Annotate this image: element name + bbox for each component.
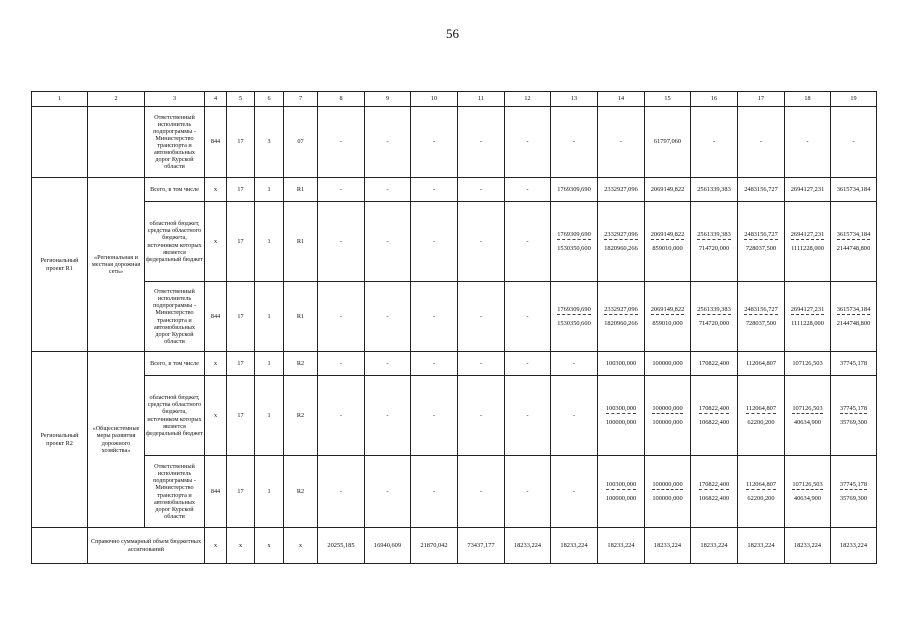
federal-value: 1530350,600 bbox=[557, 245, 591, 252]
responsible-executor-cell: Ответственный исполнитель подпрограммы - Министерство транспорта и автомобильных дорог Курской области bbox=[145, 282, 205, 352]
federal-value: 714720,000 bbox=[698, 245, 730, 252]
federal-value: 859010,000 bbox=[652, 245, 683, 252]
total-value: 37745,178 bbox=[840, 481, 867, 490]
cell: - bbox=[505, 107, 551, 178]
project-code-cell: Региональный проект R2 bbox=[32, 352, 88, 528]
split-cell bbox=[738, 202, 785, 282]
cell: - bbox=[505, 352, 551, 376]
cell: 17 bbox=[227, 107, 255, 178]
cell: x bbox=[284, 528, 318, 564]
total-value: 37745,178 bbox=[840, 405, 867, 414]
cell: 844 bbox=[205, 456, 227, 528]
cell: - bbox=[738, 107, 785, 178]
cell: 2069149,822 bbox=[645, 178, 691, 202]
cell: - bbox=[365, 282, 411, 352]
budget-table bbox=[31, 91, 877, 564]
cell: 18233,224 bbox=[691, 528, 738, 564]
header-cell: 8 bbox=[318, 92, 365, 107]
cell: 20255,185 bbox=[318, 528, 365, 564]
total-value: 100000,000 bbox=[652, 405, 682, 414]
cell: 18233,224 bbox=[738, 528, 785, 564]
federal-value: 40634,900 bbox=[793, 495, 822, 502]
cell: 07 bbox=[284, 107, 318, 178]
cell: 1 bbox=[255, 456, 284, 528]
header-cell: 1 bbox=[32, 92, 88, 107]
cell: - bbox=[318, 178, 365, 202]
federal-value: 728037,500 bbox=[745, 320, 777, 327]
cell: 2332927,096 bbox=[598, 178, 645, 202]
federal-value: 714720,000 bbox=[698, 320, 730, 327]
responsible-executor-cell: Ответственный исполнитель подпрограммы - Министерство транспорта и автомобильных дорог Курской области bbox=[145, 107, 205, 178]
cell: 1 bbox=[255, 376, 284, 456]
header-cell: 13 bbox=[551, 92, 598, 107]
cell: - bbox=[691, 107, 738, 178]
federal-value: 728037,500 bbox=[745, 245, 777, 252]
page-number: 56 bbox=[446, 26, 459, 41]
cell: 73437,177 bbox=[458, 528, 505, 564]
cell: - bbox=[411, 352, 458, 376]
table-row bbox=[32, 202, 877, 282]
cell: - bbox=[551, 107, 598, 178]
split-cell bbox=[738, 376, 785, 456]
federal-value: 1530350,600 bbox=[557, 320, 591, 327]
cell: - bbox=[458, 282, 505, 352]
cell: - bbox=[318, 352, 365, 376]
cell: 844 bbox=[205, 107, 227, 178]
total-value: 3615734,184 bbox=[837, 231, 871, 240]
project-name-cell: «Общесистемные меры развития дорожного хозяйства» bbox=[88, 352, 145, 528]
total-value: 2694127,231 bbox=[791, 306, 825, 315]
cell: - bbox=[318, 282, 365, 352]
federal-value: 35769,300 bbox=[839, 419, 868, 426]
cell: - bbox=[318, 107, 365, 178]
federal-value: 2144748,800 bbox=[836, 245, 871, 252]
cell: 18233,224 bbox=[505, 528, 551, 564]
total-value: 1769309,690 bbox=[557, 306, 591, 315]
cell: - bbox=[505, 376, 551, 456]
cell: R2 bbox=[284, 376, 318, 456]
header-cell: 10 bbox=[411, 92, 458, 107]
federal-value: 100000,000 bbox=[605, 419, 637, 426]
cell: 2561339,383 bbox=[691, 178, 738, 202]
cell: x bbox=[205, 352, 227, 376]
cell: - bbox=[365, 178, 411, 202]
cell: - bbox=[365, 456, 411, 528]
federal-value: 1111228,000 bbox=[791, 320, 824, 327]
cell: 17 bbox=[227, 376, 255, 456]
split-cell bbox=[785, 282, 831, 352]
cell: - bbox=[458, 456, 505, 528]
split-cell bbox=[598, 282, 645, 352]
cell: 18233,224 bbox=[785, 528, 831, 564]
cell: 18233,224 bbox=[598, 528, 645, 564]
cell: R2 bbox=[284, 456, 318, 528]
cell: - bbox=[551, 376, 598, 456]
split-cell bbox=[645, 376, 691, 456]
split-cell bbox=[831, 456, 877, 528]
split-cell bbox=[831, 282, 877, 352]
header-cell: 4 bbox=[205, 92, 227, 107]
header-cell: 5 bbox=[227, 92, 255, 107]
table-header-row bbox=[32, 92, 877, 107]
total-value: 107126,503 bbox=[792, 481, 822, 490]
cell: - bbox=[411, 456, 458, 528]
federal-value: 100000,000 bbox=[605, 495, 637, 502]
header-cell: 3 bbox=[145, 92, 205, 107]
cell: 844 bbox=[205, 282, 227, 352]
cell: - bbox=[505, 456, 551, 528]
cell: 18233,224 bbox=[645, 528, 691, 564]
cell: 37745,178 bbox=[831, 352, 877, 376]
header-cell: 7 bbox=[284, 92, 318, 107]
cell: - bbox=[458, 376, 505, 456]
table-row bbox=[32, 282, 877, 352]
cell: - bbox=[318, 202, 365, 282]
split-cell bbox=[645, 282, 691, 352]
cell: 17 bbox=[227, 456, 255, 528]
split-cell bbox=[598, 456, 645, 528]
cell-empty bbox=[32, 107, 88, 178]
split-cell bbox=[551, 282, 598, 352]
header-cell: 16 bbox=[691, 92, 738, 107]
cell: 3615734,184 bbox=[831, 178, 877, 202]
split-cell bbox=[785, 456, 831, 528]
cell: 18233,224 bbox=[831, 528, 877, 564]
split-cell bbox=[551, 202, 598, 282]
split-cell bbox=[691, 376, 738, 456]
funding-source-cell: Всего, в том числе bbox=[145, 352, 205, 376]
total-value: 107126,503 bbox=[792, 405, 822, 414]
cell: 17 bbox=[227, 202, 255, 282]
header-cell: 2 bbox=[88, 92, 145, 107]
header-cell: 12 bbox=[505, 92, 551, 107]
total-value: 2332927,096 bbox=[604, 306, 638, 315]
cell: R1 bbox=[284, 282, 318, 352]
cell: 100300,000 bbox=[598, 352, 645, 376]
header-cell: 9 bbox=[365, 92, 411, 107]
total-value: 2332927,096 bbox=[604, 231, 638, 240]
cell: 21870,042 bbox=[411, 528, 458, 564]
total-value: 170822,400 bbox=[699, 405, 729, 414]
total-value: 100300,000 bbox=[606, 481, 636, 490]
split-cell bbox=[691, 282, 738, 352]
cell: - bbox=[598, 107, 645, 178]
cell: x bbox=[255, 528, 284, 564]
reference-label-cell: Справочно суммарный объем бюджетных ассигнований bbox=[88, 528, 205, 564]
total-value: 170822,400 bbox=[699, 481, 729, 490]
cell-empty bbox=[32, 528, 88, 564]
cell: - bbox=[318, 376, 365, 456]
table-row bbox=[32, 456, 877, 528]
cell: - bbox=[505, 282, 551, 352]
federal-value: 2144748,800 bbox=[836, 320, 871, 327]
cell: 1769309,690 bbox=[551, 178, 598, 202]
split-cell bbox=[831, 376, 877, 456]
cell: 61797,060 bbox=[645, 107, 691, 178]
cell: - bbox=[458, 178, 505, 202]
federal-value: 35769,300 bbox=[839, 495, 868, 502]
header-cell: 18 bbox=[785, 92, 831, 107]
split-cell bbox=[738, 282, 785, 352]
cell: 112064,807 bbox=[738, 352, 785, 376]
cell: x bbox=[205, 376, 227, 456]
table-row bbox=[32, 178, 877, 202]
cell: - bbox=[785, 107, 831, 178]
cell: 3 bbox=[255, 107, 284, 178]
cell: - bbox=[411, 202, 458, 282]
cell: - bbox=[551, 352, 598, 376]
split-cell bbox=[738, 456, 785, 528]
total-value: 2561339,383 bbox=[697, 306, 731, 315]
split-cell bbox=[831, 202, 877, 282]
cell: - bbox=[458, 107, 505, 178]
split-cell bbox=[598, 376, 645, 456]
cell: - bbox=[365, 376, 411, 456]
table-row bbox=[32, 107, 877, 178]
federal-value: 106822,400 bbox=[698, 495, 730, 502]
header-cell: 11 bbox=[458, 92, 505, 107]
total-value: 2561339,383 bbox=[697, 231, 731, 240]
total-value: 2069149,822 bbox=[651, 306, 685, 315]
cell: - bbox=[505, 178, 551, 202]
cell: - bbox=[505, 202, 551, 282]
total-value: 100000,000 bbox=[652, 481, 682, 490]
cell: - bbox=[318, 456, 365, 528]
federal-value: 1111228,000 bbox=[791, 245, 824, 252]
cell: 100000,000 bbox=[645, 352, 691, 376]
federal-value: 40634,900 bbox=[793, 419, 822, 426]
cell: x bbox=[205, 178, 227, 202]
cell: - bbox=[411, 107, 458, 178]
split-cell bbox=[691, 202, 738, 282]
split-cell bbox=[598, 202, 645, 282]
cell: R1 bbox=[284, 178, 318, 202]
cell: x bbox=[227, 528, 255, 564]
cell: 1 bbox=[255, 178, 284, 202]
split-cell bbox=[645, 202, 691, 282]
federal-value: 106822,400 bbox=[698, 419, 730, 426]
cell: - bbox=[365, 352, 411, 376]
cell: - bbox=[831, 107, 877, 178]
total-value: 2069149,822 bbox=[651, 231, 685, 240]
table-row bbox=[32, 528, 877, 564]
total-value: 3615734,184 bbox=[837, 306, 871, 315]
cell: - bbox=[458, 202, 505, 282]
funding-source-cell: областной бюджет, средства областного бюджета, источником которых является федеральный бюджет bbox=[145, 376, 205, 456]
total-value: 2694127,231 bbox=[791, 231, 825, 240]
cell: - bbox=[458, 352, 505, 376]
header-cell: 6 bbox=[255, 92, 284, 107]
split-cell bbox=[691, 456, 738, 528]
cell: 17 bbox=[227, 178, 255, 202]
cell: - bbox=[411, 178, 458, 202]
cell-empty bbox=[88, 107, 145, 178]
header-cell: 14 bbox=[598, 92, 645, 107]
cell: - bbox=[411, 376, 458, 456]
federal-value: 62200,200 bbox=[747, 495, 775, 502]
cell: R2 bbox=[284, 352, 318, 376]
federal-value: 100000,000 bbox=[652, 419, 683, 426]
cell: 170822,400 bbox=[691, 352, 738, 376]
cell: R1 bbox=[284, 202, 318, 282]
total-value: 112064,807 bbox=[746, 405, 776, 414]
cell: 1 bbox=[255, 352, 284, 376]
federal-value: 1820960,266 bbox=[604, 245, 638, 252]
header-cell: 17 bbox=[738, 92, 785, 107]
responsible-executor-cell: Ответственный исполнитель подпрограммы - Министерство транспорта и автомобильных дорог Курской области bbox=[145, 456, 205, 528]
table-row bbox=[32, 376, 877, 456]
project-name-cell: «Региональная и местная дорожная сеть» bbox=[88, 178, 145, 352]
cell: 107126,503 bbox=[785, 352, 831, 376]
cell: 16940,609 bbox=[365, 528, 411, 564]
cell: - bbox=[411, 282, 458, 352]
cell: 1 bbox=[255, 202, 284, 282]
cell: - bbox=[365, 107, 411, 178]
header-cell: 19 bbox=[831, 92, 877, 107]
cell: 17 bbox=[227, 282, 255, 352]
federal-value: 62200,200 bbox=[747, 419, 775, 426]
federal-value: 1820960,266 bbox=[604, 320, 638, 327]
total-value: 112064,807 bbox=[746, 481, 776, 490]
total-value: 2483156,727 bbox=[744, 306, 778, 315]
total-value: 2483156,727 bbox=[744, 231, 778, 240]
split-cell bbox=[645, 456, 691, 528]
total-value: 100300,000 bbox=[606, 405, 636, 414]
cell: 18233,224 bbox=[551, 528, 598, 564]
table-row bbox=[32, 352, 877, 376]
federal-value: 100000,000 bbox=[652, 495, 683, 502]
funding-source-cell: областной бюджет, средства областного бюджета, источником которых является федеральный бюджет bbox=[145, 202, 205, 282]
cell: x bbox=[205, 202, 227, 282]
funding-source-cell: Всего, в том числе bbox=[145, 178, 205, 202]
cell: 2483156,727 bbox=[738, 178, 785, 202]
total-value: 1769309,690 bbox=[557, 231, 591, 240]
cell: - bbox=[551, 456, 598, 528]
project-code-cell: Региональный проект R1 bbox=[32, 178, 88, 352]
cell: x bbox=[205, 528, 227, 564]
split-cell bbox=[785, 376, 831, 456]
header-cell: 15 bbox=[645, 92, 691, 107]
cell: 1 bbox=[255, 282, 284, 352]
split-cell bbox=[785, 202, 831, 282]
cell: 17 bbox=[227, 352, 255, 376]
cell: - bbox=[365, 202, 411, 282]
cell: 2694127,231 bbox=[785, 178, 831, 202]
federal-value: 859010,000 bbox=[652, 320, 683, 327]
